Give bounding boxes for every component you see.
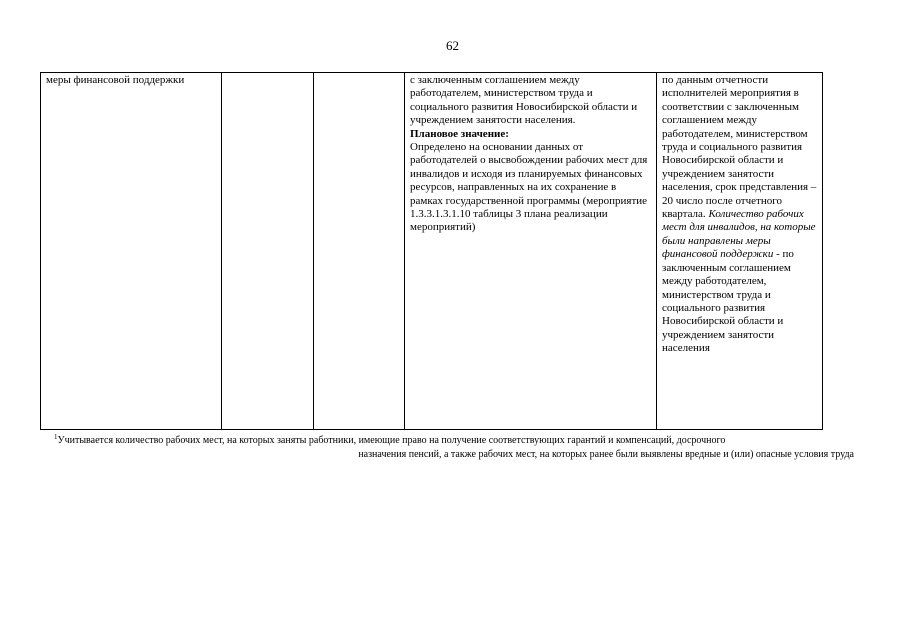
table-cell-data-source: [657, 73, 823, 430]
table-cell-indicator-name: [41, 73, 222, 430]
footnote-text-1: Учитывается количество рабочих мест, на которых заняты работники, имеющие право на получение соответствующих гарантий и компенсаций, досрочного: [57, 435, 726, 446]
table-row: [41, 73, 823, 430]
footnote-line-2: назначения пенсий, а также рабочих мест, на которых ранее были выявлены вредные и (или) опасные условия труда: [358, 448, 854, 460]
indicator-name-text: меры финансовой поддержки: [46, 74, 185, 86]
agreement-text: с заключенным соглашением между работодателем, министерством труда и социального развития Новосибирской области и учреждением занятости населения.: [410, 74, 638, 127]
planned-value-heading: Плановое значение:: [410, 127, 509, 140]
table-cell-empty-2: [314, 73, 405, 430]
table-cell-empty-1: [222, 73, 314, 430]
indicator-table: [40, 72, 823, 430]
data-source-text-2: - по заключенным соглашением между работодателем, министерством труда и социального развития Новосибирской области и учреждением занятости населения: [662, 248, 794, 355]
table-cell-planned-value: [405, 73, 657, 430]
footnote-marker: 1: [54, 433, 58, 441]
planned-value-text: Определено на основании данных от работодателей о высвобождении рабочих мест для инвалидов и исходя из планируемых финансовых ресурсов, направленных на их сохранение в рамках государственной программы (мероприятие 1.3.3.1.3.1.10 таблицы 3 плана реализации мероприятий): [410, 141, 648, 234]
footnote-line-1: [54, 431, 854, 448]
indicator-italic-label: Количество рабочих мест для инвалидов, на которые были направлены меры финансовой поддержки: [662, 208, 816, 261]
data-source-text: по данным отчетности исполнителей мероприятия в соответствии с заключенным соглашением между работодателем, министерством труда и социального развития Новосибирской области и учреждением занятости населения, срок представления – 20 число после отчетного квартала.: [662, 74, 817, 221]
page-number: 62: [446, 38, 459, 53]
footnote: [54, 431, 854, 461]
